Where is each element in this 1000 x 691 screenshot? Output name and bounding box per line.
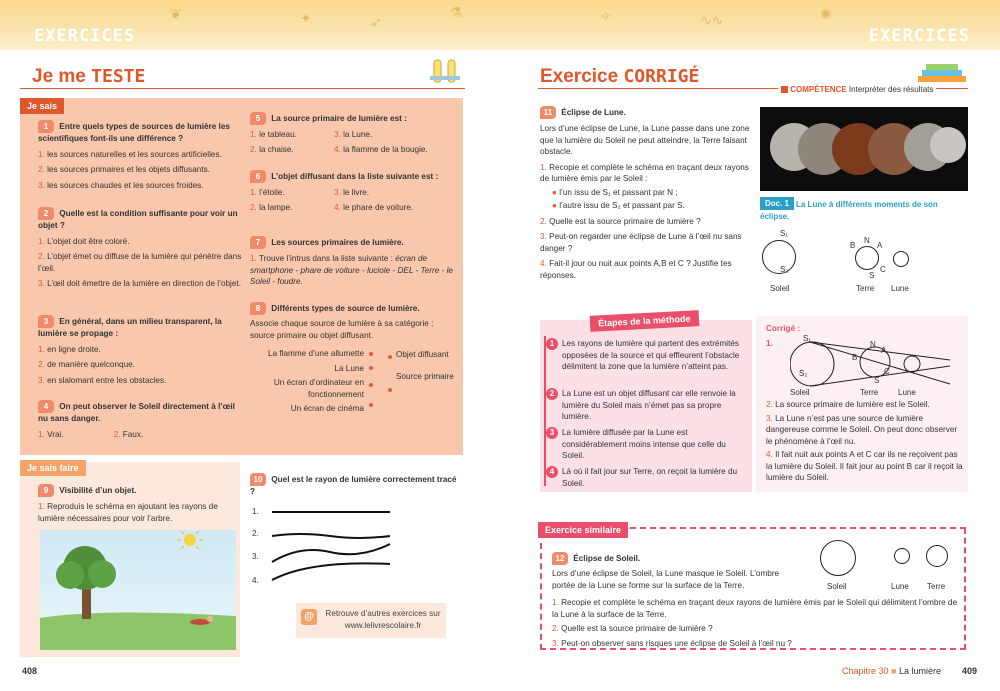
diagram-sun-circle bbox=[762, 240, 796, 274]
q12-sun-circle bbox=[820, 540, 856, 576]
similaire-tag: Exercice similaire bbox=[538, 522, 628, 538]
corrige-label-soleil: Soleil bbox=[790, 388, 810, 397]
step-marker-3: 3 bbox=[546, 427, 558, 439]
label-terre: Terre bbox=[856, 284, 875, 293]
match-left-column: La flamme d’une allumette La Lune Un écran d’ordinateur en fonctionnement Un écran de cinéma bbox=[267, 349, 364, 413]
q12-moon-circle bbox=[894, 548, 910, 564]
corrige-label-s: S bbox=[874, 376, 880, 385]
q12-label-lune: Lune bbox=[891, 582, 909, 591]
method-step-2: La Lune est un objet diffusant car elle renvoie la lumière du Soleil mais n’émet pas sa propre lumière. bbox=[562, 389, 736, 421]
doc-caption: La Lune à différents moments de son éclipse. bbox=[760, 200, 938, 221]
je-sais-tag: Je sais bbox=[20, 98, 64, 114]
page-number-left: 408 bbox=[22, 666, 38, 676]
question-4: 4 On peut observer le Soleil directement à l’œil nu sans danger. 1. Vrai. 2. Faux. bbox=[38, 401, 235, 439]
left-section-title: Je me TESTE bbox=[32, 66, 146, 87]
question-10: 10 Quel est le rayon de lumière correctement tracé ? bbox=[250, 474, 457, 496]
corrige-label-b: B bbox=[852, 353, 858, 362]
question-8: 8 Différents types de source de lumière. Associe chaque source de lumière à sa catégorie : source primaire ou objet diffusant. bbox=[250, 303, 434, 340]
label-s: S bbox=[869, 271, 875, 280]
question-3: 3 En général, dans un milieu transparent, la lumière se propage : 1. en ligne droite. 2. de manière quelconque. 3. en slalomant entre les obstacles. bbox=[38, 316, 222, 385]
eclipse-photo bbox=[760, 107, 968, 191]
web-icon: @ bbox=[301, 609, 317, 625]
question-7: 7 Les sources primaires de lumière. 1. Trouve l’intrus dans la liste suivante : écran de smartphone - phare de voiture - luciole - DEL - Terre - le Soleil - foudre. bbox=[250, 237, 453, 286]
match-dots bbox=[366, 348, 396, 408]
similaire-left-border bbox=[540, 543, 542, 650]
corrige-label-terre: Terre bbox=[860, 388, 879, 397]
label-s2: S₂ bbox=[780, 265, 789, 274]
q12-earth-circle bbox=[926, 545, 948, 567]
decor-star-icon: ✺ bbox=[820, 6, 832, 22]
corrige-title: Corrigé : bbox=[766, 324, 801, 333]
corrige-label-n: N bbox=[870, 340, 876, 349]
header-right-title: EXERCICES bbox=[868, 26, 970, 46]
diagram-moon-circle bbox=[893, 251, 909, 267]
decor-star-icon: ✦ bbox=[300, 10, 312, 26]
tree-sun-illustration bbox=[40, 530, 236, 650]
question-6: 6 L’objet diffusant dans la liste suivante est : 1. l’étoile. 3. le livre. 2. la lampe. 4. le phare de voiture. bbox=[250, 171, 439, 212]
method-step-4: Là où il fait jour sur Terre, on reçoit la lumière du Soleil. bbox=[562, 467, 738, 488]
ray-label-2: 2. bbox=[252, 529, 259, 538]
corrige-item-1: 1. bbox=[766, 339, 773, 348]
ray-label-4: 4. bbox=[252, 576, 259, 585]
label-soleil: Soleil bbox=[770, 284, 790, 293]
step-marker-4: 4 bbox=[546, 466, 558, 478]
corrige-answers: 2. La source primaire de lumière est le Soleil. 3. La Lune n’est pas une source de lumière dangereuse comme le Soleil. On peut donc observer le phénomène à l’œil nu. 4. Il fait nuit aux points A et C car ils ne reçoivent pas la lumière du Soleil. Il fait jour au point B car il reçoit la lumière du Soleil. bbox=[766, 400, 963, 482]
corrige-label-a: A bbox=[881, 346, 887, 355]
question-11: 11 Éclipse de Lune. Lors d’une éclipse de Lune, la Lune passe dans une zone que la lumière du Soleil ne peut atteindre, la Terre faisant obstacle. 1. Recopie et complète le schéma en traçant deux rayons de lumière émis par le Soleil : ● l’un issu de S₁ et passant par N ; ● l’autre issu de S₂ et passant par S. 2. Quelle est la source primaire de lumière ? 3. Peut-on regarder une éclipse de Lune à l’œil nu sans danger ? 4. Fait-il jour ou nuit aux points A,B et C ? Justifie tes réponses. bbox=[540, 107, 750, 280]
label-c: C bbox=[880, 265, 886, 274]
question-12: 12 Éclipse de Soleil. Lors d’une éclipse de Soleil, la Lune masque le Soleil. L’ombre portée de la Lune se forme sur la surface de la Terre. bbox=[552, 553, 780, 590]
ray-label-1: 1. bbox=[252, 507, 259, 516]
header-left-title: EXERCICES bbox=[34, 26, 136, 46]
doc-tag: Doc. 1 bbox=[760, 197, 794, 210]
rays-drawing bbox=[270, 500, 395, 595]
method-step-1: Les rayons de lumière qui partent des extrémités opposées de la source et qui effleurent l’obstacle délimitent la zone que la lumière n’atteint pas. bbox=[562, 339, 740, 371]
corrige-label-c: C bbox=[884, 367, 890, 376]
methode-line bbox=[544, 336, 546, 486]
question-1: 1 Entre quels types de sources de lumière les scientifiques font-ils une différence ? 1. les sources naturelles et les sources artificielles. 2. les sources primaires et les objets diffusants. 3. les sources chaudes et les sources froides. bbox=[38, 121, 230, 190]
right-section-title: Exercice CORRIGÉ bbox=[540, 66, 700, 87]
header-band bbox=[0, 0, 1000, 50]
test-tubes-icon bbox=[428, 56, 462, 86]
step-marker-2: 2 bbox=[546, 388, 558, 400]
question-2: 2 Quelle est la condition suffisante pour voir un objet ? 1. L’objet doit être coloré. 2. L’objet émet ou diffuse de la lumière qui pénètre dans l’œil. 3. L’œil doit émettre de la lumière en direction de l’objet. bbox=[38, 208, 242, 288]
question-12-items: 1. Recopie et complète le schéma en traçant deux rayons de lumière émis par le Soleil qui délimitent l’ombre de la Lune à la surface de la Terre. 2. Quelle est la source primaire de lumière ? 3. Peut-on observer sans risques une éclipse de Soleil à l’œil nu ? bbox=[552, 598, 958, 648]
ray-label-3: 3. bbox=[252, 552, 259, 561]
corrige-label-s1: S₁ bbox=[803, 334, 812, 343]
method-step-3: La lumière diffusée par la Lune est considérablement moins intense que celle du Soleil. bbox=[562, 428, 726, 460]
footer-chapter: Chapitre 30 ■ La lumière bbox=[842, 666, 942, 676]
decor-flask-icon: ⚗ bbox=[450, 4, 463, 20]
question-5: 5 La source primaire de lumière est : 1. le tableau. 3. la Lune. 2. la chaise. 4. la flamme de la bougie. bbox=[250, 113, 428, 154]
je-sais-faire-tag: Je sais faire bbox=[20, 460, 86, 476]
corrige-label-s2: S₂ bbox=[799, 369, 808, 378]
title-rule bbox=[20, 88, 465, 89]
decor-rocket-icon: ➶ bbox=[370, 14, 382, 30]
corrige-label-lune: Lune bbox=[898, 388, 916, 397]
decor-wave-icon: ∿∿ bbox=[700, 12, 724, 28]
label-lune: Lune bbox=[891, 284, 909, 293]
books-icon bbox=[918, 60, 968, 86]
more-exercises-link[interactable]: Retrouve d’autres exercices sur www.lelivrescolaire.fr bbox=[325, 609, 441, 630]
label-n: N bbox=[864, 236, 870, 245]
question-9: 9 Visibilité d’un objet. 1. Reproduis le schéma en ajoutant les rayons de lumière nécessaires pour voir l’arbre. bbox=[38, 485, 218, 523]
step-marker-1: 1 bbox=[546, 338, 558, 350]
label-b: B bbox=[850, 241, 856, 250]
competence-square-icon bbox=[781, 86, 788, 93]
methode-tag: Étapes de la méthode bbox=[590, 310, 699, 332]
match-right-column: Objet diffusant Source primaire bbox=[396, 350, 454, 381]
decor-satellite-icon: ✧ bbox=[600, 8, 612, 24]
diagram-earth-circle bbox=[855, 246, 879, 270]
competence: COMPÉTENCE Interpréter des résultats bbox=[778, 85, 936, 94]
q12-label-terre: Terre bbox=[927, 582, 946, 591]
label-a: A bbox=[877, 241, 883, 250]
page-number-right: 409 bbox=[962, 666, 978, 676]
label-s1: S₁ bbox=[780, 229, 789, 238]
q12-label-soleil: Soleil bbox=[827, 582, 847, 591]
decor-leaf-icon: ❦ bbox=[170, 6, 182, 22]
